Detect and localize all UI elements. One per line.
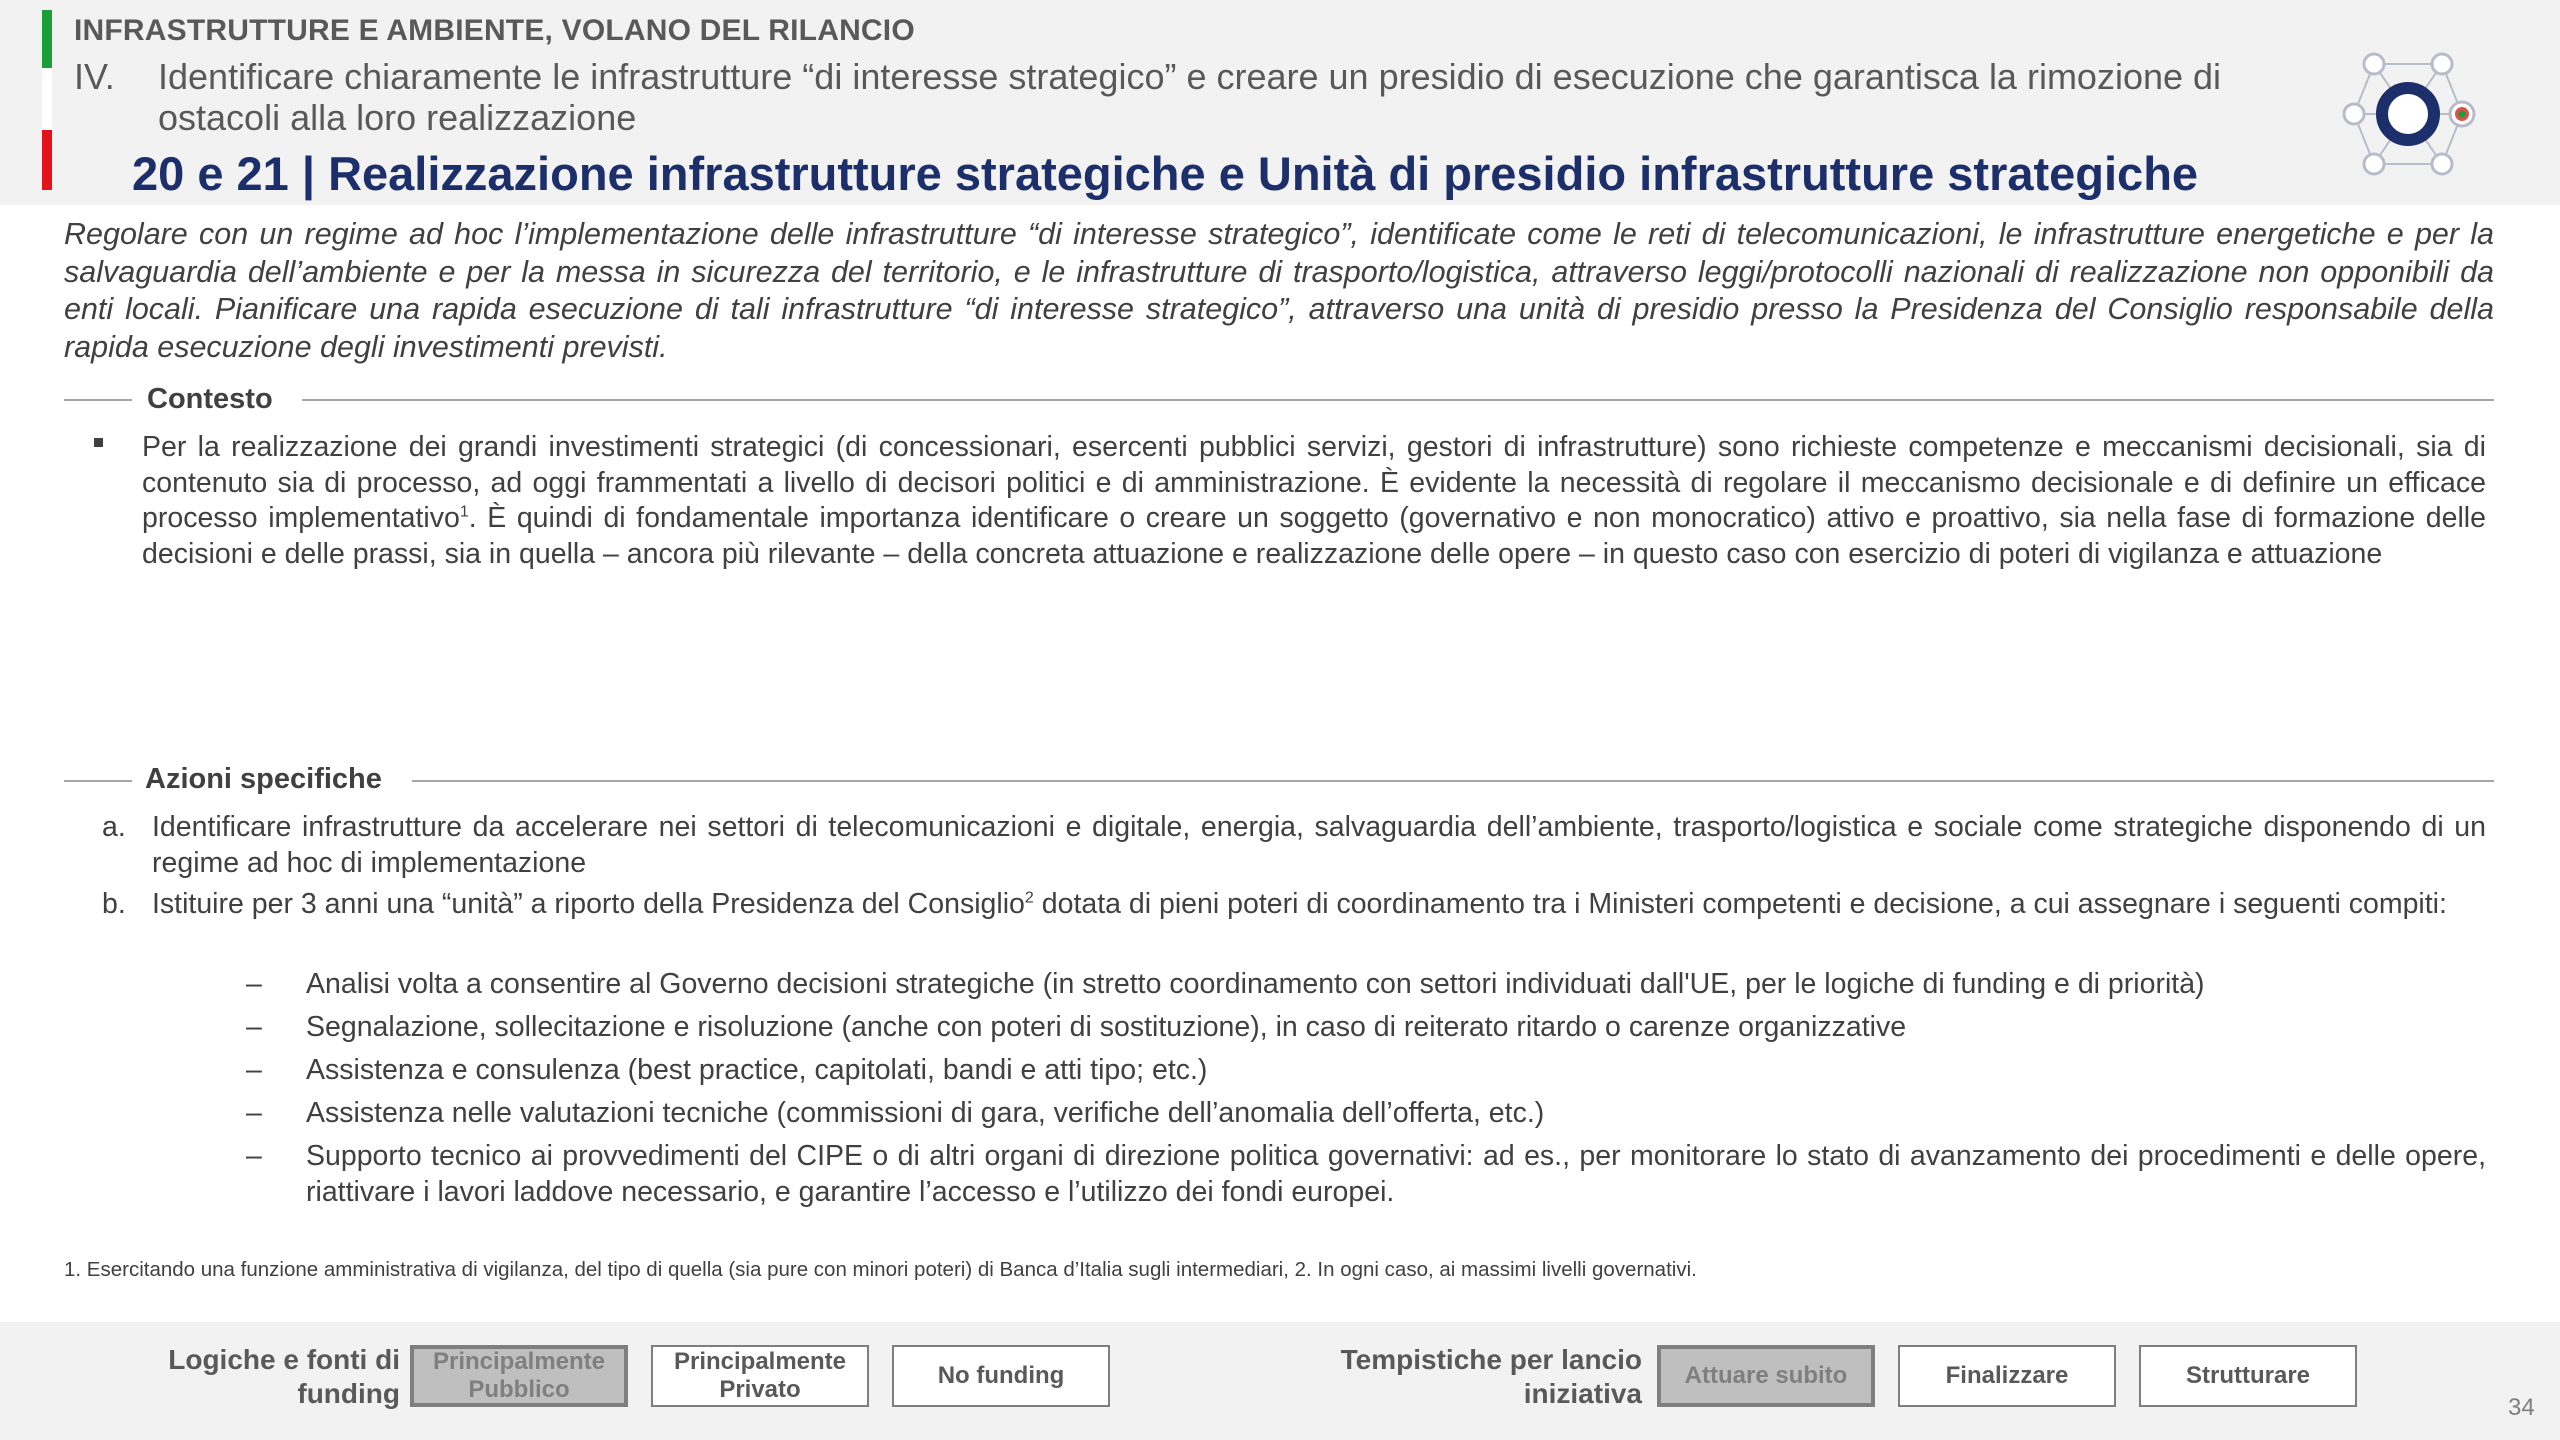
action-b-part1: Istituire per 3 anni una “unità” a riporto della Presidenza del Consiglio <box>152 888 1025 920</box>
sub-item <box>246 1139 2486 1210</box>
section-numeral: IV. <box>74 56 115 97</box>
azioni-heading: Azioni specifiche <box>145 763 382 795</box>
funding-option-pubblico[interactable]: Principalmente Pubblico <box>410 1345 628 1407</box>
sub-item <box>246 967 2486 1003</box>
contesto-text-part2: . È quindi di fondamentale importanza identificare o creare un soggetto (governativo e non monocratico) attivo e proattivo, sia nella fase di formazione delle decisioni e delle prassi, sia in quella – ancora più rilevante – della concreta attuazione e realizzazione delle opere – in questo caso con esercizio di poteri di vigilanza e attuazione <box>142 502 2486 570</box>
action-item-b <box>102 887 2486 923</box>
sub-item-text: Supporto tecnico ai provvedimenti del CIPE o di altri organi di direzione politica governativi: ad es., per monitorare lo stato di avanzamento dei procedimenti e delle opere, riattivare i lavori laddove necessario, e garantire l’accesso e l’utilizzo dei fondi europei. <box>306 1140 2486 1208</box>
page-subtitle: Identificare chiaramente le infrastrutture “di interesse strategico” e creare un presidio di esecuzione che garantisca la rimozione di ostacoli alla loro realizzazione <box>158 56 2222 138</box>
timing-option-finalizzare[interactable]: Finalizzare <box>1898 1345 2116 1407</box>
timing-option-attuare-subito[interactable]: Attuare subito <box>1657 1345 1875 1407</box>
flag-green-stripe <box>42 10 52 68</box>
footnotes: 1. Esercitando una funzione amministrativa di vigilanza, del tipo di quella (sia pure con minori poteri) di Banca d’Italia sugli intermediari, 2. In ogni caso, ai massimi livelli governativi. <box>64 1258 1697 1281</box>
azioni-divider-right <box>412 780 2494 782</box>
action-item-a <box>102 810 2486 881</box>
sub-item <box>246 1053 2486 1089</box>
footnote-ref-2: 2 <box>1024 889 1034 907</box>
section-title: INFRASTRUTTURE E AMBIENTE, VOLANO DEL RILANCIO <box>74 14 915 47</box>
network-logo-icon <box>2338 44 2478 184</box>
dash-bullet: – <box>246 1011 262 1043</box>
contesto-divider-left <box>64 399 132 401</box>
azioni-divider-left <box>64 780 132 782</box>
flag-red-stripe <box>42 130 52 190</box>
flag-white-stripe <box>42 68 52 130</box>
sub-item-text: Analisi volta a consentire al Governo decisioni strategiche (in stretto coordinamento con settori individuati dall'UE, per le logiche di funding e di priorità) <box>306 968 2205 1000</box>
action-letter-a: a. <box>102 811 126 843</box>
contesto-bullet <box>94 430 2486 572</box>
contesto-heading: Contesto <box>147 383 273 415</box>
bullet-square-icon <box>94 438 103 447</box>
timing-label: Tempistiche per lancio iniziativa <box>1340 1344 1642 1409</box>
dash-bullet: – <box>246 1097 262 1129</box>
contesto-divider-right <box>302 399 2494 401</box>
action-text-a: Identificare infrastrutture da accelerare nei settori di telecomunicazioni e digitale, energia, salvaguardia dell’ambiente, trasporto/logistica e sociale come strategiche disponendo di un regime ad hoc di implementazione <box>152 811 2486 879</box>
sub-item-text: Segnalazione, sollecitazione e risoluzione (anche con poteri di sostituzione), in caso di reiterato ritardo o carenze organizzative <box>306 1011 1907 1043</box>
funding-option-no-funding[interactable]: No funding <box>892 1345 1110 1407</box>
funding-option-privato[interactable]: Principalmente Privato <box>651 1345 869 1407</box>
sub-item <box>246 1010 2486 1046</box>
footnote-ref-1: 1 <box>459 503 469 521</box>
intro-paragraph: Regolare con un regime ad hoc l’implementazione delle infrastrutture “di interesse strategico”, identificate come le reti di telecomunicazioni, le infrastrutture energetiche e per la salvaguardia dell’ambiente e per la messa in sicurezza del territorio, e le infrastrutture di trasporto/logistica, attraverso leggi/protocolli nazionali di realizzazione non opponibili da enti locali. Pianificare una rapida esecuzione di tali infrastrutture “di interesse strategico”, attraverso una unità di presidio presso la Presidenza del Consiglio responsabile della rapida esecuzione degli investimenti previsti. <box>64 217 2494 364</box>
action-letter-b: b. <box>102 888 126 920</box>
sub-item-text: Assistenza nelle valutazioni tecniche (commissioni di gara, verifiche dell’anomalia dell’offerta, etc.) <box>306 1097 1545 1129</box>
sub-item <box>246 1096 2486 1132</box>
timing-option-strutturare[interactable]: Strutturare <box>2139 1345 2357 1407</box>
contesto-bullet-text <box>142 430 2486 572</box>
sub-item-text: Assistenza e consulenza (best practice, capitolati, bandi e atti tipo; etc.) <box>306 1054 1208 1086</box>
page-title: 20 e 21 | Realizzazione infrastrutture strategiche e Unità di presidio infrastrutture strategiche <box>132 147 2199 200</box>
contesto-text-part1: Per la realizzazione dei grandi investimenti strategici (di concessionari, esercenti pubblici servizi, gestori di infrastrutture) sono richieste competenze e meccanismi decisionali, sia di contenuto sia di processo, ad oggi frammentati a livello di decisori politici e di amministrazione. È evidente la necessità di regolare il meccanismo decisionale e di definire un efficace processo implementativo <box>142 431 2486 534</box>
funding-label: Logiche e fonti di funding <box>168 1344 400 1409</box>
dash-bullet: – <box>246 968 262 1000</box>
action-b-part2: dotata di pieni poteri di coordinamento tra i Ministeri competenti e decisione, a cui assegnare i seguenti compiti: <box>1033 888 2447 920</box>
page-number: 34 <box>2508 1394 2535 1421</box>
action-text-b <box>152 887 2486 923</box>
dash-bullet: – <box>246 1140 262 1172</box>
dash-bullet: – <box>246 1054 262 1086</box>
